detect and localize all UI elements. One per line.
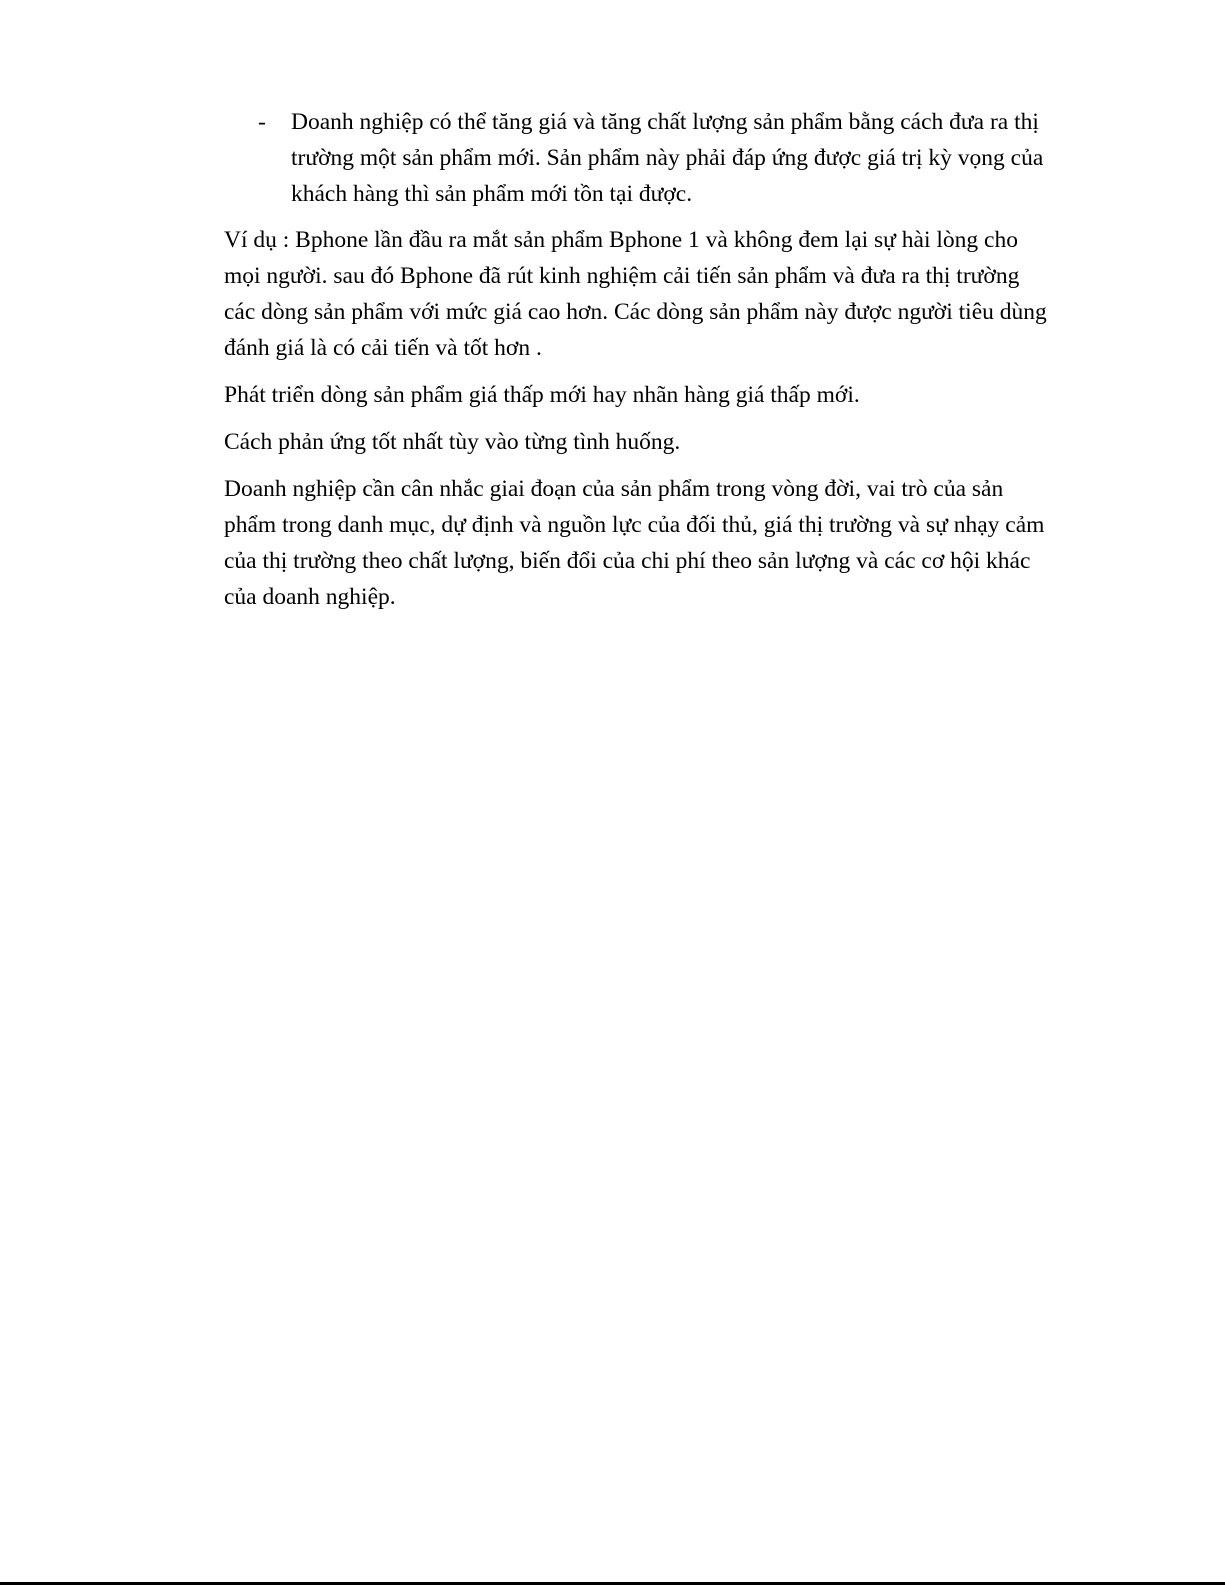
example-paragraph: Ví dụ : Bphone lần đầu ra mắt sản phẩm Bphone 1 và không đem lại sự hài lòng cho mọi người. sau đó Bphone đã rút kinh nghiệm cải tiến sản phẩm và đưa ra thị trường các dòng sản phẩm với mức giá cao hơn. Các dòng sản phẩm này được người tiêu dùng đánh giá là có cải tiến và tốt hơn . (224, 227, 1047, 361)
paragraph-low-price-line: Phát triển dòng sản phẩm giá thấp mới hay nhãn hàng giá thấp mới. (224, 382, 860, 408)
bullet-text: Doanh nghiệp có thể tăng giá và tăng chất lượng sản phẩm bằng cách đưa ra thị trường một sản phẩm mới. Sản phẩm này phải đáp ứng được giá trị kỳ vọng của khách hàng thì sản phẩm mới tồn tại được. (291, 109, 1044, 207)
bullet-list-item (224, 104, 1054, 212)
paragraph-best-response: Cách phản ứng tốt nhất tùy vào từng tình huống. (224, 429, 681, 455)
bullet-dash: - (258, 109, 266, 135)
paragraph-considerations: Doanh nghiệp cần cân nhắc giai đoạn của sản phẩm trong vòng đời, vai trò của sản phẩm trong danh mục, dự định và nguồn lực của đối thủ, giá thị trường và sự nhạy cảm của thị trường theo chất lượng, biến đổi của chi phí theo sản lượng và các cơ hội khác của doanh nghiệp. (224, 476, 1045, 610)
page-body (224, 104, 1054, 626)
